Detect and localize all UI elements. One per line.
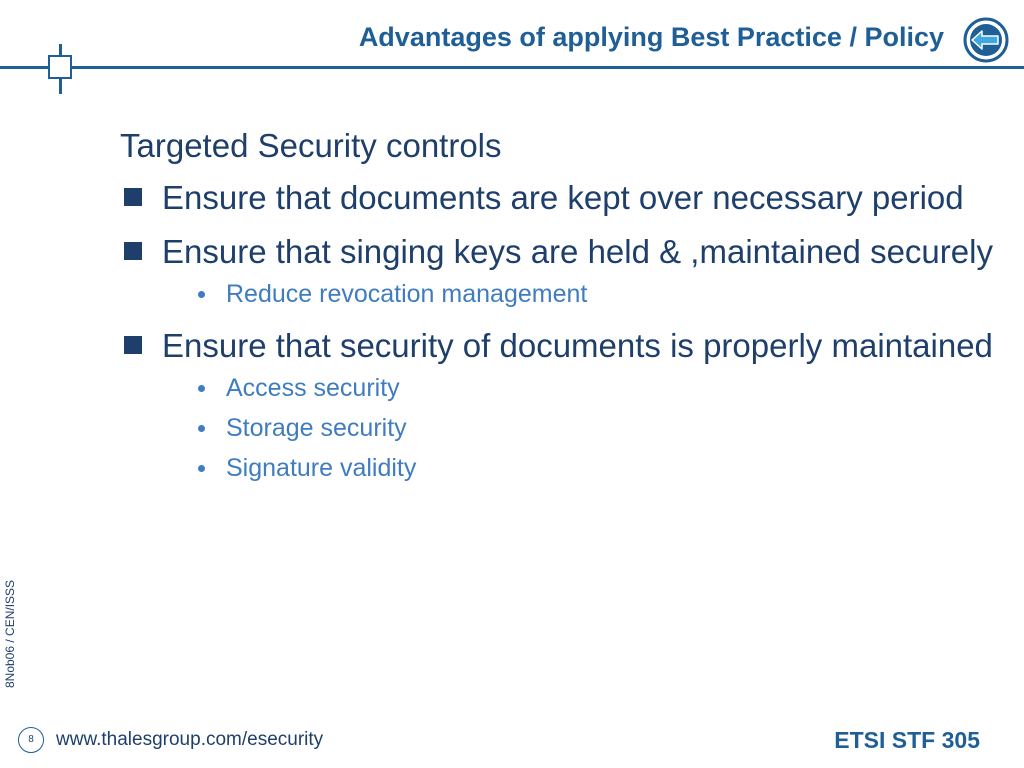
sub-bullet-item [120,448,1000,488]
square-bullet-icon [124,242,142,260]
dot-bullet-icon [198,425,205,432]
bullet-text: Ensure that documents are kept over necessary period [162,179,964,216]
slide-title: Advantages of applying Best Practice / Policy [358,22,944,52]
sub-bullet-text: Signature validity [226,454,417,482]
sub-bullet-item [120,408,1000,448]
sub-bullet-list [120,274,1000,314]
cross-mark-box [48,55,72,79]
bullet-text: Ensure that security of documents is properly maintained [162,327,993,364]
footer-brand: ETSI STF 305 [834,727,980,753]
bullet-item [120,232,1000,272]
bullet-item [120,326,1000,366]
square-bullet-icon [124,188,142,206]
sub-bullet-list [120,368,1000,488]
slide-content [120,126,1000,500]
header-divider [0,66,1024,69]
sub-bullet-text: Storage security [226,414,407,442]
side-label: 8Nob06 / CEN/ISSS [3,579,17,688]
dot-bullet-icon [198,465,205,472]
square-bullet-icon [124,336,142,354]
sub-bullet-item [120,274,1000,314]
bullet-text: Ensure that singing keys are held & ,maintained securely [162,233,993,270]
back-button[interactable] [962,16,1010,64]
sub-bullet-text: Access security [226,374,400,402]
footer-url-link[interactable]: www.thalesgroup.com/esecurity [56,729,324,750]
page-number-badge: 8 [18,727,44,753]
bullet-item [120,178,1000,218]
sub-bullet-item [120,368,1000,408]
dot-bullet-icon [198,385,205,392]
content-heading: Targeted Security controls [120,127,502,164]
dot-bullet-icon [198,291,205,298]
sub-bullet-text: Reduce revocation management [226,280,588,308]
back-arrow-icon [962,16,1010,64]
